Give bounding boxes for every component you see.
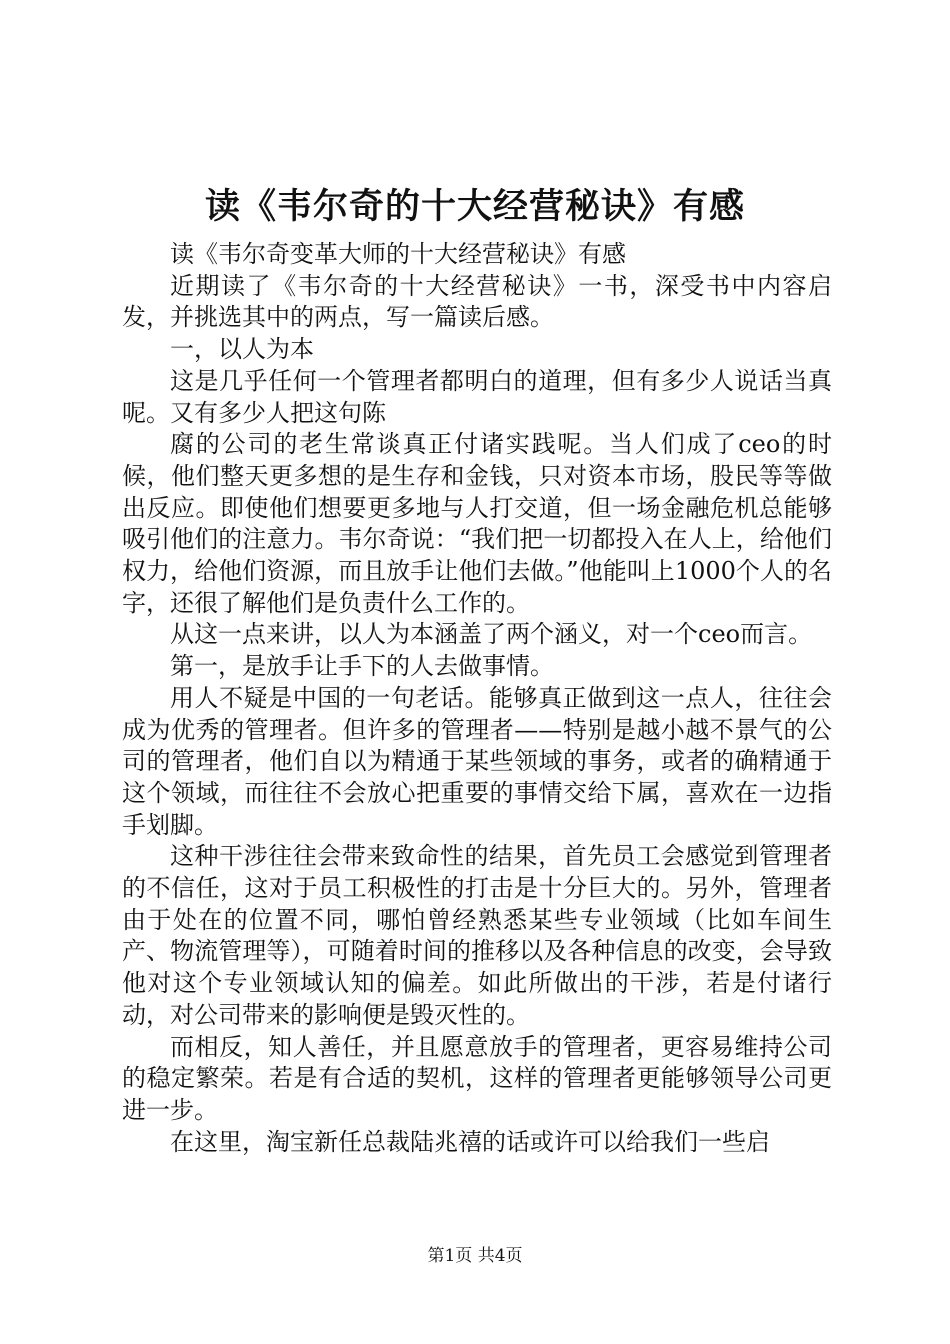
section-heading: 一，以人为本 <box>170 335 314 364</box>
page-number-footer: 第1页 共4页 <box>427 1246 523 1266</box>
paragraph: 这是几乎任何一个管理者都明白的道理，但有多少人说话当真呢。又有多少人把这句陈 <box>122 366 832 427</box>
paragraph: 这种干涉往往会带来致命性的结果，首先员工会感觉到管理者的不信任，这对于员工积极性的打击是十分巨大的。另外，管理者由于处在的位置不同，哪怕曾经熟悉某些专业领域（比如车间生产、物流管理等），可随着时间的推移以及各种信息的改变，会导致他对这个专业领域认知的偏差。如此所做出的干涉，若是付诸行动，对公司带来的影响便是毁灭性的。 <box>122 842 832 1029</box>
paragraph: 近期读了《韦尔奇的十大经营秘诀》一书，深受书中内容启发，并挑选其中的两点，写一篇读后感。 <box>122 271 832 332</box>
paragraph: 腐的公司的老生常谈真正付诸实践呢。当人们成了ceo的时候，他们整天更多想的是生存和金钱，只对资本市场，股民等等做出反应。即使他们想要更多地与人打交道，但一场金融危机总能够吸引他们的注意力。韦尔奇说：“我们把一切都投入在人上，给他们权力，给他们资源，而且放手让他们去做。”他能叫上1000个人的名字，还很了解他们是负责什么工作的。 <box>122 430 832 617</box>
paragraph: 第一，是放手让手下的人去做事情。 <box>170 652 554 681</box>
document-body <box>122 239 832 1158</box>
paragraph: 而相反，知人善任，并且愿意放手的管理者，更容易维持公司的稳定繁荣。若是有合适的契机，这样的管理者更能够领导公司更进一步。 <box>122 1032 832 1124</box>
paragraph: 读《韦尔奇变革大师的十大经营秘诀》有感 <box>170 240 626 268</box>
document-title: 读《韦尔奇的十大经营秘诀》有感 <box>204 186 745 227</box>
paragraph: 用人不疑是中国的一句老话。能够真正做到这一点人，往往会成为优秀的管理者。但许多的管理者——特别是越小越不景气的公司的管理者，他们自以为精通于某些领域的事务，或者的确精通于这个领域，而往往不会放心把重要的事情交给下属，喜欢在一边指手划脚。 <box>122 683 832 839</box>
paragraph: 在这里，淘宝新任总裁陆兆禧的话或许可以给我们一些启 <box>170 1127 770 1156</box>
paragraph: 从这一点来讲，以人为本涵盖了两个涵义，对一个ceo而言。 <box>170 620 813 649</box>
